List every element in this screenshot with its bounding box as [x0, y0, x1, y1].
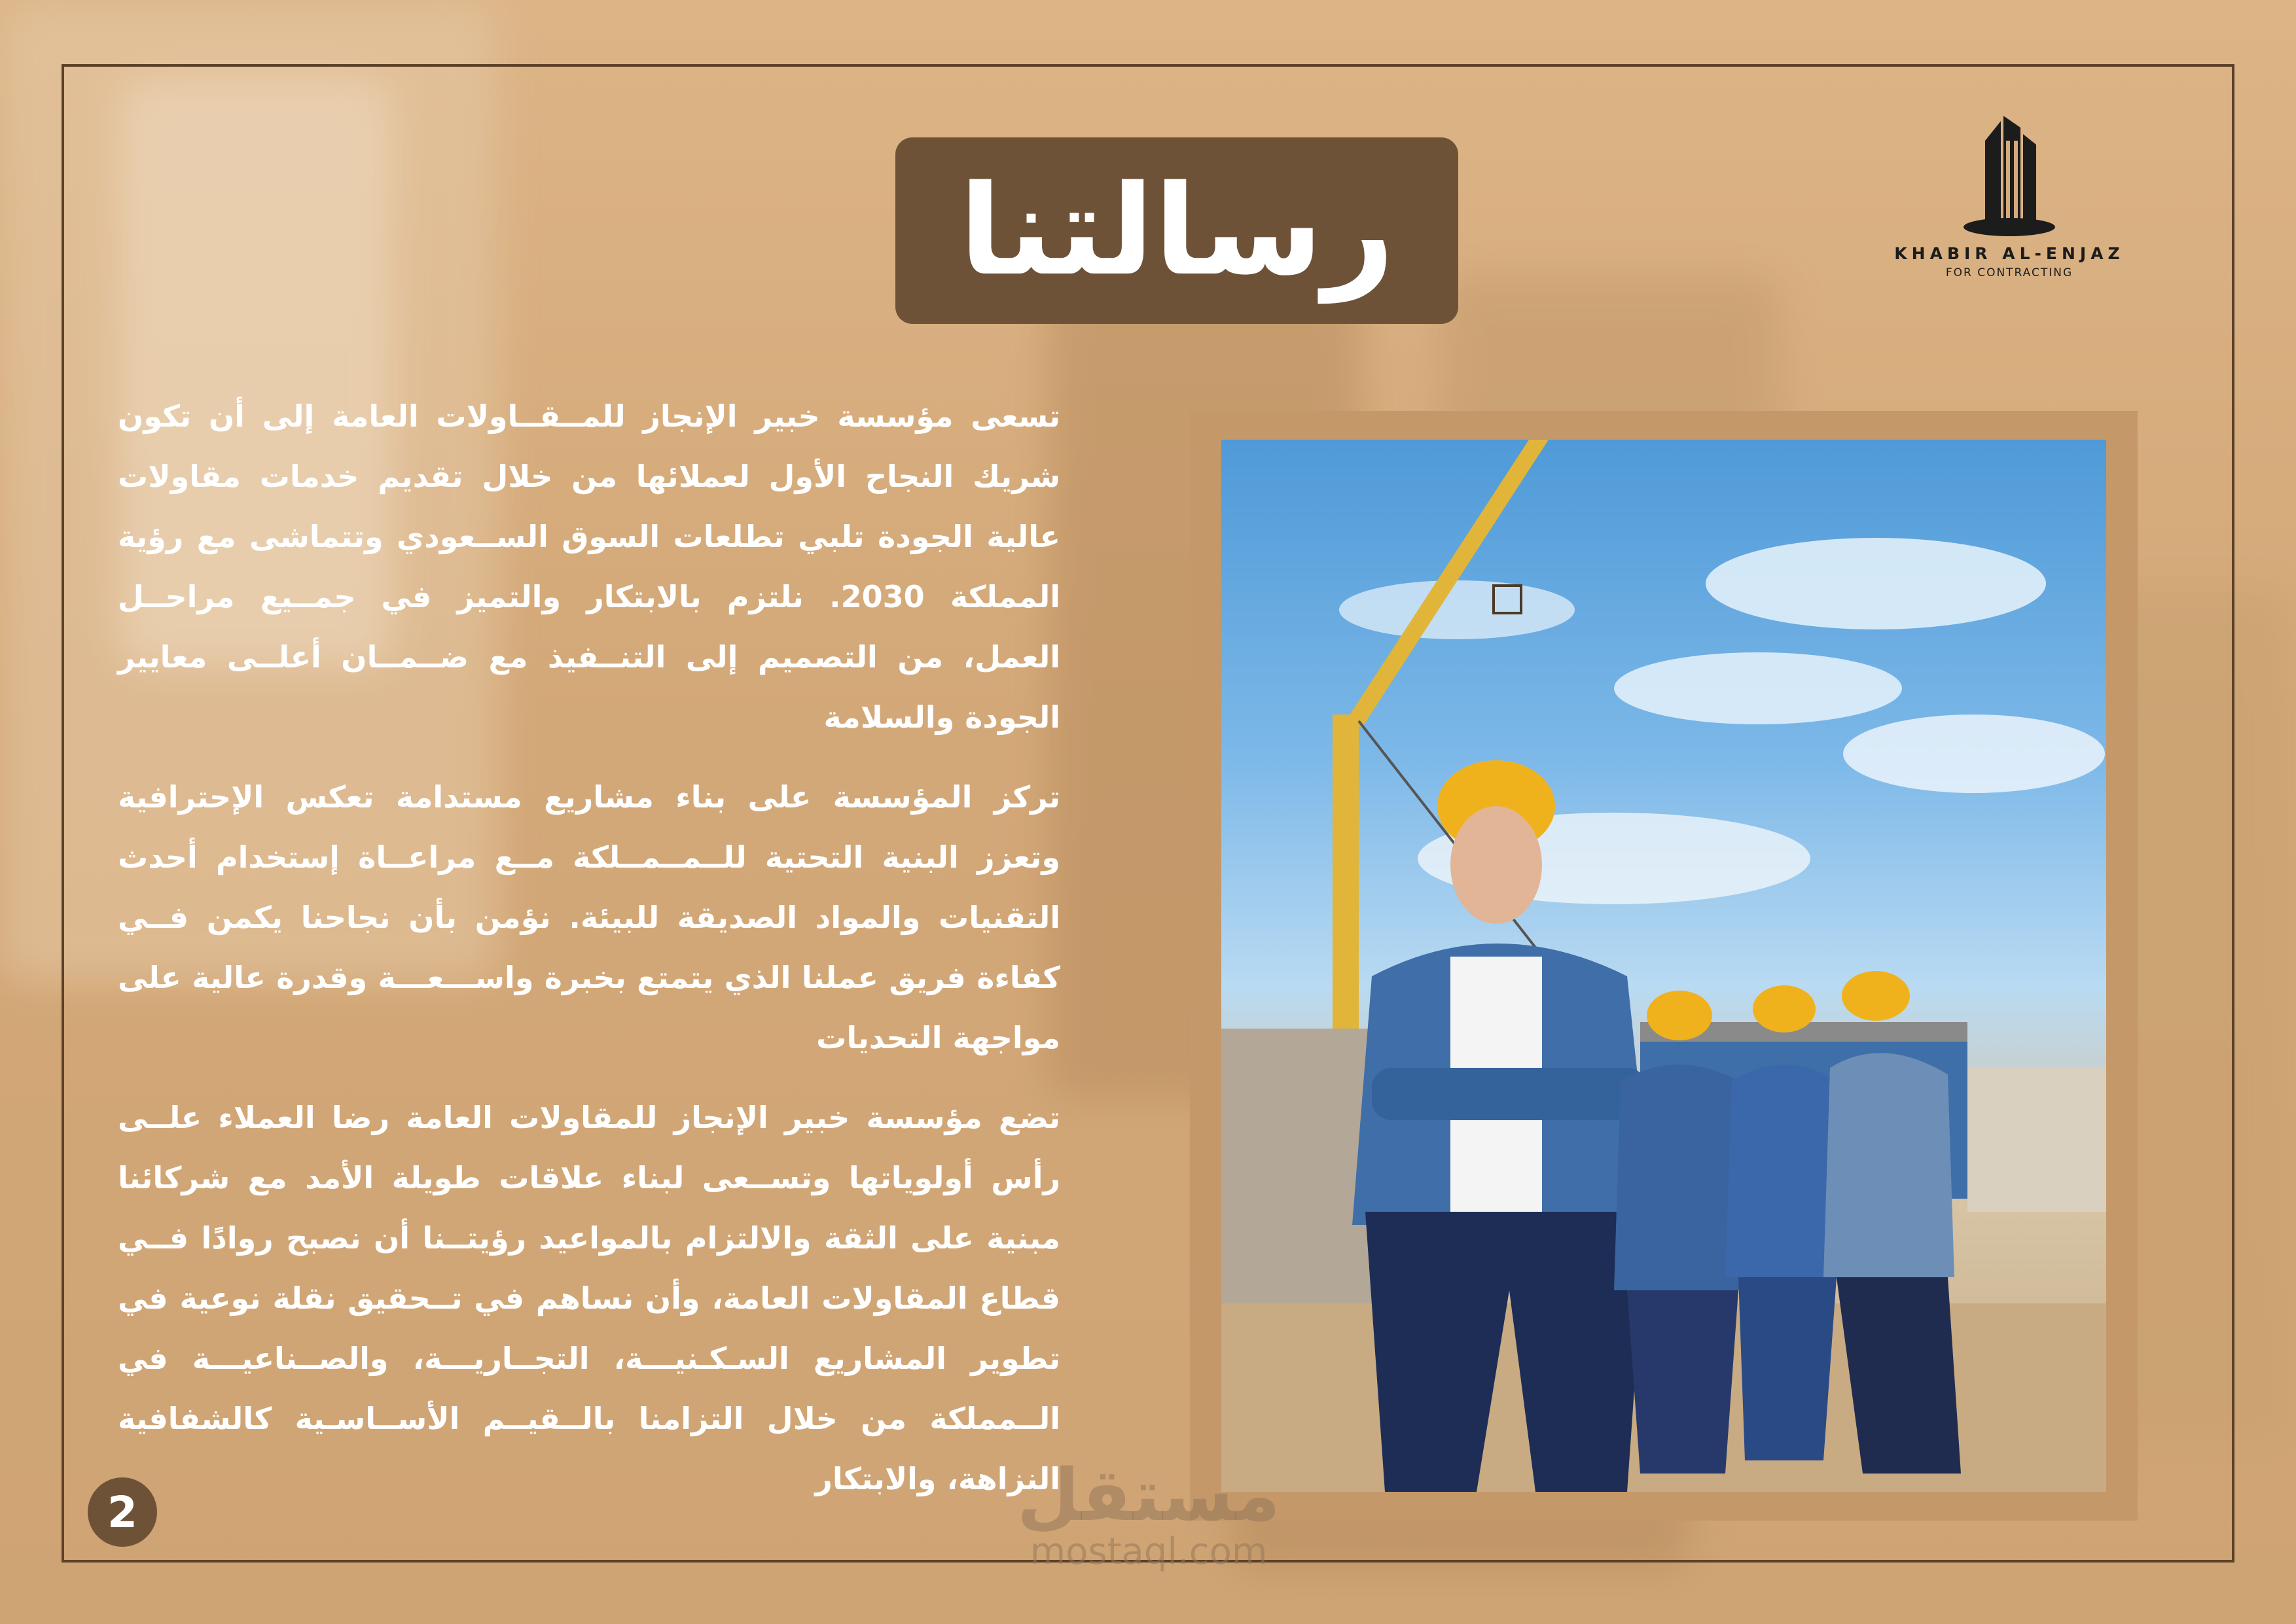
square-marker: [1492, 584, 1522, 614]
page-number: 2: [107, 1487, 137, 1538]
mission-paragraph-2: تركز المؤسسة على بناء مشاريع مستدامة تعكس الإحترافية وتعزز البنية التحتية للــمــمــلكة مــع مراعــاة إستخدام أحدث التقنيات والمواد الصديقة للبيئة. نؤمن بأن نجاحنا يكمن فــي كفاءة فريق عملنا الذي يتمتع بخبرة واســـعـــة وقدرة عالية على مواجهة التحديات: [118, 779, 1060, 1055]
construction-workers-photo: [1221, 440, 2106, 1492]
logo-brand-name: KHABIR AL-ENJAZ: [1894, 244, 2125, 263]
page-number-badge: [88, 1477, 157, 1547]
company-logo: [1859, 115, 2160, 285]
title-banner: [895, 137, 1458, 324]
building-logo-icon: [1960, 115, 2058, 239]
mission-paragraph-3: تضع مؤسسة خبير الإنجاز للمقاولات العامة رضا العملاء علــى رأس أولوياتها وتســعى لبناء علاقات طويلة الأمد مع شركائنا مبنية على الثقة والالتزام بالمواعيد رؤيتــنا أن نصبح روادًا فــي قطاع المقاولات العامة، وأن نساهم في تــحقيق نقلة نوعية في تطوير المشاريع السـكـنيـــة، التجــاريـــة، والصــناعيـــة في الــمملكة من خلال التزامنا بالــقيــم الأســاسـية كالشفافية النزاهة، والابتكار: [118, 1100, 1060, 1496]
watermark: [1001, 1453, 1296, 1573]
watermark-arabic: مستقل: [1016, 1453, 1281, 1537]
watermark-latin: mostaql.com: [1030, 1530, 1268, 1573]
mission-paragraph-1: تسعى مؤسسة خبير الإنجاز للمــقــاولات العامة إلى أن تكون شريك النجاح الأول لعملائها من خلال تقديم خدمات مقاولات عالية الجودة تلبي تطلعات السوق الســعودي وتتماشى مع رؤية المملكة 2030. نلتزم بالابتكار والتميز في جمــيع مراحــل العمل، من التصميم إلى التنــفيذ مع ضــمــان أعلــى معايير الجودة والسلامة: [118, 398, 1060, 735]
mission-text: [118, 386, 1060, 1528]
logo-subtitle: FOR CONTRACTING: [1945, 266, 2073, 279]
page-title: رسالتنا: [959, 158, 1395, 303]
